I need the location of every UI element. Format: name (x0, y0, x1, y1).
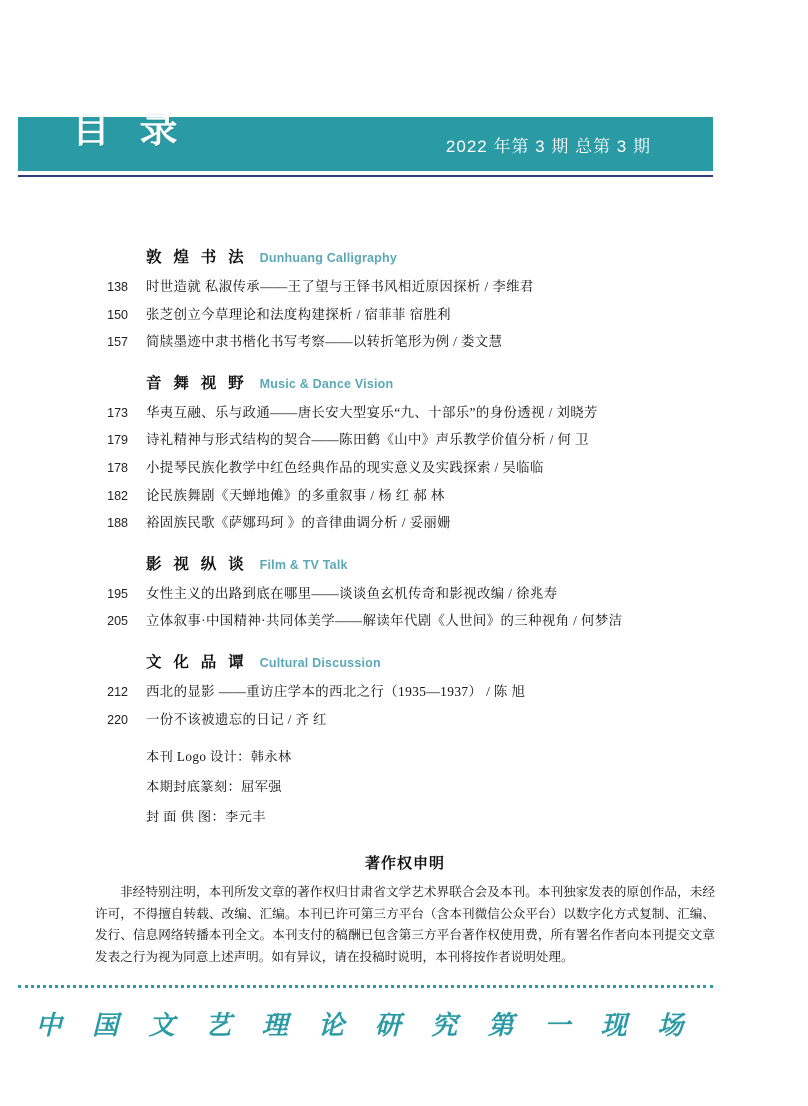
entry-title: 论民族舞剧《天蝉地傩》的多重叙事 / 杨 红 郝 林 (146, 487, 445, 503)
toc-entry[interactable] (18, 682, 718, 702)
header-divider (18, 175, 713, 177)
toc-entry[interactable] (18, 584, 718, 604)
entry-page-number: 212 (107, 685, 128, 700)
section-header (18, 245, 718, 267)
section-title-en: Film & TV Talk (259, 557, 348, 572)
entry-title: 诗礼精神与形式结构的契合——陈田鹤《山中》声乐教学价值分析 / 何 卫 (146, 432, 589, 448)
toc-entry[interactable] (18, 710, 718, 730)
entry-title: 西北的显影 ——重访庄学本的西北之行（1935—1937） / 陈 旭 (146, 684, 526, 700)
entry-title: 时世造就 私淑传承——王了望与王铎书风相近原因探析 / 李维君 (146, 279, 534, 294)
entry-page-number: 205 (107, 614, 128, 629)
toc-entry[interactable] (18, 403, 718, 423)
toc-entry[interactable] (18, 305, 718, 325)
section-header (18, 552, 718, 574)
toc-entry[interactable] (18, 332, 718, 352)
section-title-cn: 敦 煌 书 法 (146, 249, 248, 266)
entry-title: 简牍墨迹中隶书楷化书写考察——以转折笔形为例 / 娄文慧 (146, 334, 503, 350)
section-title-cn: 影 视 纵 谈 (146, 555, 248, 573)
spacer (18, 639, 718, 650)
entry-page-number: 195 (107, 586, 128, 601)
credits-block (18, 746, 718, 825)
entry-title: 女性主义的出路到底在哪里——谈谈鱼玄机传奇和影视改编 / 徐兆寿 (146, 585, 558, 601)
entry-title: 小提琴民族化教学中红色经典作品的现实意义及实践探索 / 吴临临 (146, 460, 544, 476)
entry-page-number: 173 (107, 405, 128, 420)
copyright-body: 非经特别注明，本刊所发文章的著作权归甘肃省文学艺术界联合会及本刊。本刊独家发表的原创作品，未经许可，不得擅自转载、改编、汇编。本刊已许可第三方平台（含本刊微信公众平台）以数字化方式复制、汇编、发行、信息网络转播本刊全文。本刊支付的稿酬已包含第三方平台著作权使用费，所有署名作者向本刊提交文章发表之行为视为同意上述声明。如有异议，请在投稿时说明，本刊将按作者说明处理。 (95, 885, 715, 964)
credit-line: 本刊 Logo 设计：韩永林 (146, 748, 292, 764)
footer-slogan: 中 国 文 艺 理 论 研 究 第 一 现 场 (35, 1011, 696, 1040)
entry-title: 一份不该被遗忘的日记 / 齐 红 (146, 711, 327, 727)
toc-entry[interactable] (18, 430, 718, 450)
toc-entry[interactable] (18, 611, 718, 631)
entry-page-number: 179 (107, 433, 128, 448)
spacer (18, 541, 718, 552)
entry-page-number: 138 (107, 280, 128, 294)
copyright-statement (95, 852, 715, 969)
toc-entry[interactable] (18, 486, 718, 506)
entry-page-number: 157 (107, 335, 128, 350)
section-title-cn: 文 化 品 谭 (146, 654, 248, 672)
table-of-contents (18, 245, 718, 836)
issue-label: 2022 年第 3 期 总第 3 期 (445, 136, 651, 156)
credit-line: 本期封底篆刻：屈军强 (146, 778, 282, 794)
entry-title: 裕固族民歌《萨娜玛珂 》的音律曲调分析 / 妥丽姗 (146, 515, 451, 531)
footer-dotted-divider (18, 985, 713, 988)
section-title-en: Music & Dance Vision (259, 376, 394, 391)
toc-entry[interactable] (18, 513, 718, 533)
entry-page-number: 188 (107, 516, 128, 531)
page-title: 目 录 (72, 109, 188, 151)
section-title-en: Cultural Discussion (259, 656, 381, 671)
credit-line: 封 面 供 图：李元丰 (146, 808, 266, 824)
entry-page-number: 220 (107, 712, 128, 727)
section-header (18, 650, 718, 672)
entry-page-number: 178 (107, 461, 128, 476)
section-title-cn: 音 舞 视 野 (146, 374, 248, 392)
toc-entry[interactable] (18, 277, 718, 297)
entry-title: 立体叙事·中国精神·共同体美学——解读年代剧《人世间》的三种视角 / 何梦洁 (146, 613, 623, 629)
spacer (18, 360, 718, 371)
section-title-en: Dunhuang Calligraphy (259, 251, 397, 265)
entry-title: 张芝创立今草理论和法度构建探析 / 宿菲菲 宿胜利 (146, 306, 451, 322)
entry-page-number: 150 (107, 307, 128, 322)
entry-title: 华夷互融、乐与政通——唐长安大型宴乐“九、十部乐”的身份透视 / 刘晓芳 (146, 404, 598, 420)
section-header (18, 371, 718, 393)
toc-entry[interactable] (18, 458, 718, 478)
copyright-heading: 著作权申明 (364, 856, 445, 872)
entry-page-number: 182 (107, 488, 128, 503)
